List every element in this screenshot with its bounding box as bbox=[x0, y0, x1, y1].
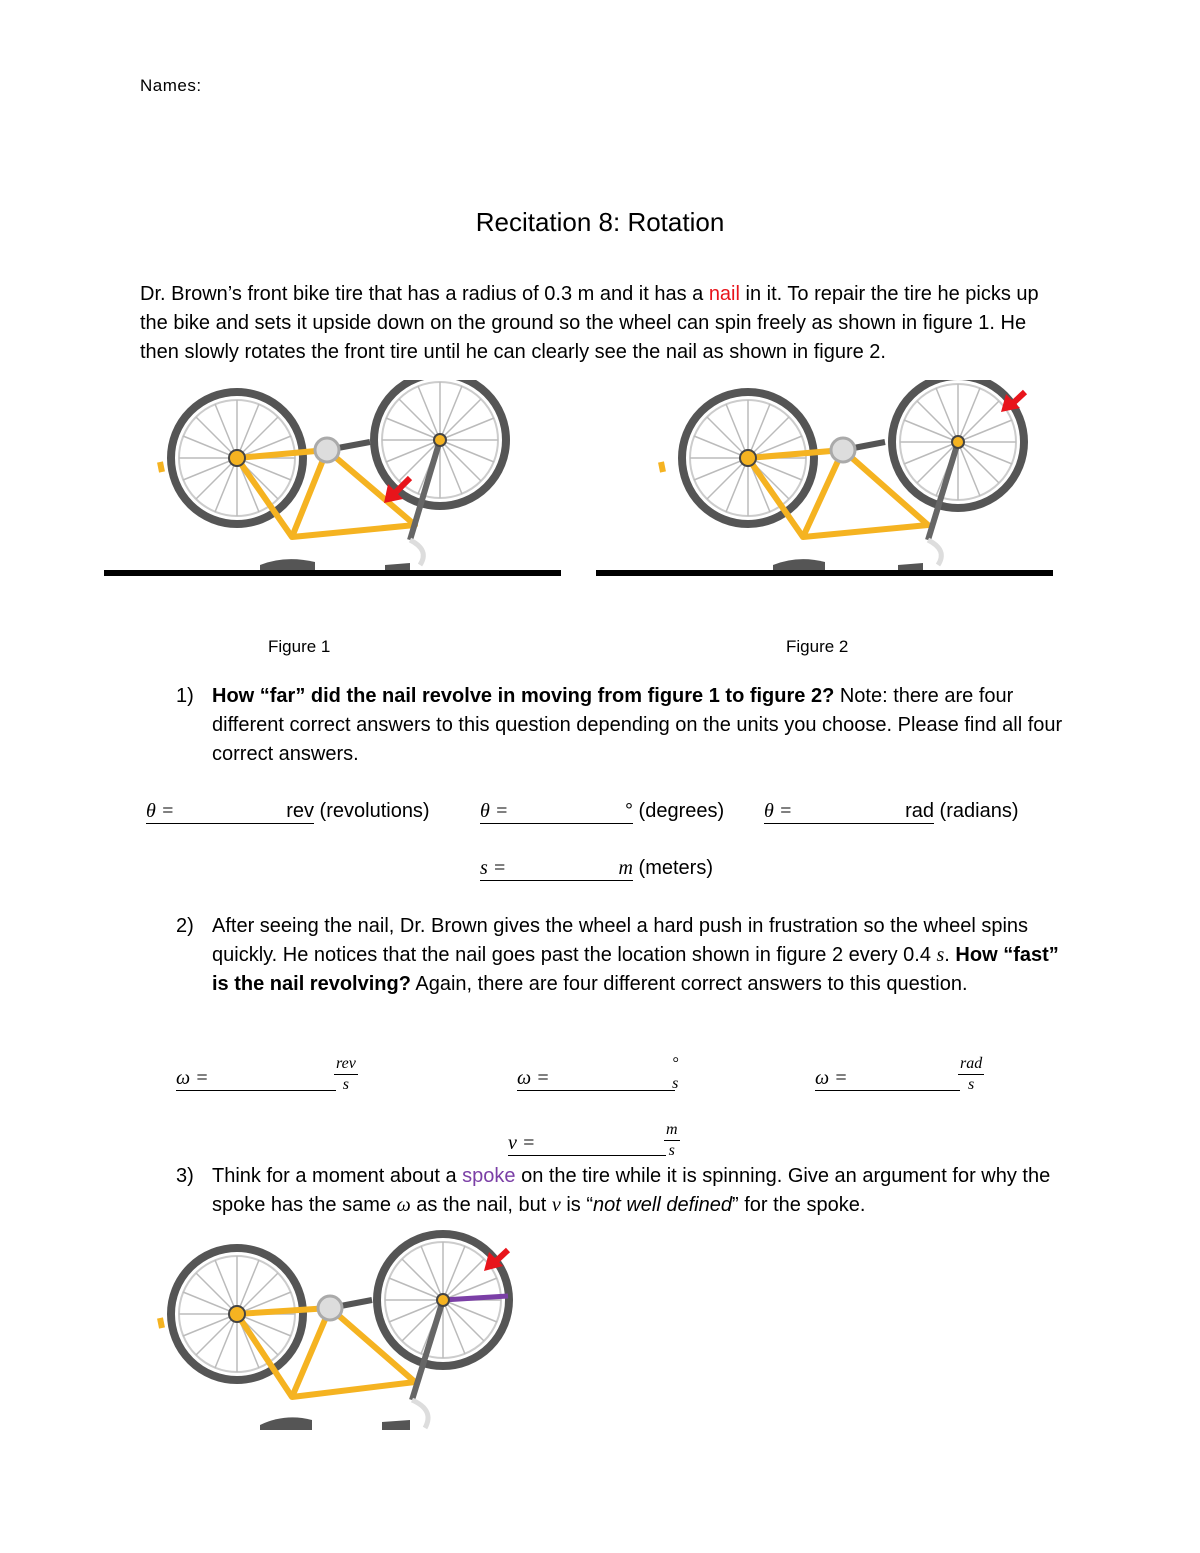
figure-2-caption: Figure 2 bbox=[786, 637, 849, 656]
nail-word: nail bbox=[708, 283, 740, 305]
answer-theta-rad: θ = rad (radians) bbox=[764, 800, 1019, 822]
answer-s-meters: s = m (meters) bbox=[480, 857, 713, 879]
omega-rev-blank[interactable]: ω = bbox=[176, 1066, 336, 1091]
question-2: 2) After seeing the nail, Dr. Brown gives the wheel a hard push in frustration so the wheel spins quickly. He notices that the nail goes past the location shown in figure 2 every 0.4 s. How “fast” is the nail revolving? Again, there are four different correct answers to this question. bbox=[176, 915, 1059, 995]
spoke-word: spoke bbox=[462, 1165, 516, 1187]
v-mps-blank[interactable]: v = bbox=[508, 1131, 666, 1156]
page-title: Recitation 8: Rotation bbox=[475, 207, 725, 237]
question-3: 3) Think for a moment about a spoke on the tire while it is spinning. Give an argument for why the spoke has the same ω as the nail, but v is “not well defined” for the spoke. bbox=[176, 1165, 1051, 1216]
answer-theta-deg: θ = ° (degrees) bbox=[480, 800, 725, 822]
fraction-deg-per-s: ° s bbox=[672, 1055, 679, 1092]
fraction-m-per-s: $\frac{m}{s}$ bbox=[666, 1121, 678, 1159]
answer-v-mps bbox=[508, 1131, 666, 1156]
figure-1-caption: Figure 1 bbox=[268, 637, 331, 656]
question-1: 1) How “far” did the nail revolve in moving from figure 1 to figure 2? Note: there are four different correct answers to this question depending on the units you choose. Please find all four correct answers. bbox=[176, 685, 1063, 765]
answer-omega-rad bbox=[815, 1066, 960, 1091]
intro-paragraph: Dr. Brown’s front bike tire that has a radius of 0.3 m and it has a nail in it. To repair the tire he picks up the bike and sets it upside down on the ground so the wheel can spin freely as shown in figure 1. He then slowly rotates the front tire until he can clearly see the nail as shown in figure 2. bbox=[140, 283, 1039, 363]
omega-rad-blank[interactable]: ω = bbox=[815, 1066, 960, 1091]
ground-line bbox=[104, 570, 561, 576]
fraction-rad-per-s: rad s bbox=[960, 1055, 983, 1093]
s-meters-blank[interactable]: s = m bbox=[480, 857, 633, 879]
names-label: Names: bbox=[140, 76, 202, 95]
figure-1-bike bbox=[100, 380, 565, 580]
answer-omega-deg bbox=[517, 1066, 675, 1091]
omega-deg-blank[interactable]: ω = bbox=[517, 1066, 675, 1091]
figure-3-bike bbox=[100, 1230, 540, 1440]
answer-theta-rev: θ = rev (revolutions) bbox=[146, 800, 430, 822]
theta-rad-blank[interactable]: θ = rad bbox=[764, 800, 934, 822]
answer-omega-rev bbox=[176, 1066, 336, 1091]
ground-line bbox=[596, 570, 1053, 576]
theta-rev-blank[interactable]: θ = rev bbox=[146, 800, 314, 822]
theta-deg-blank[interactable]: θ = ° bbox=[480, 800, 633, 822]
fraction-rev-per-s: rev s bbox=[336, 1055, 356, 1093]
figure-2-bike bbox=[593, 380, 1058, 580]
